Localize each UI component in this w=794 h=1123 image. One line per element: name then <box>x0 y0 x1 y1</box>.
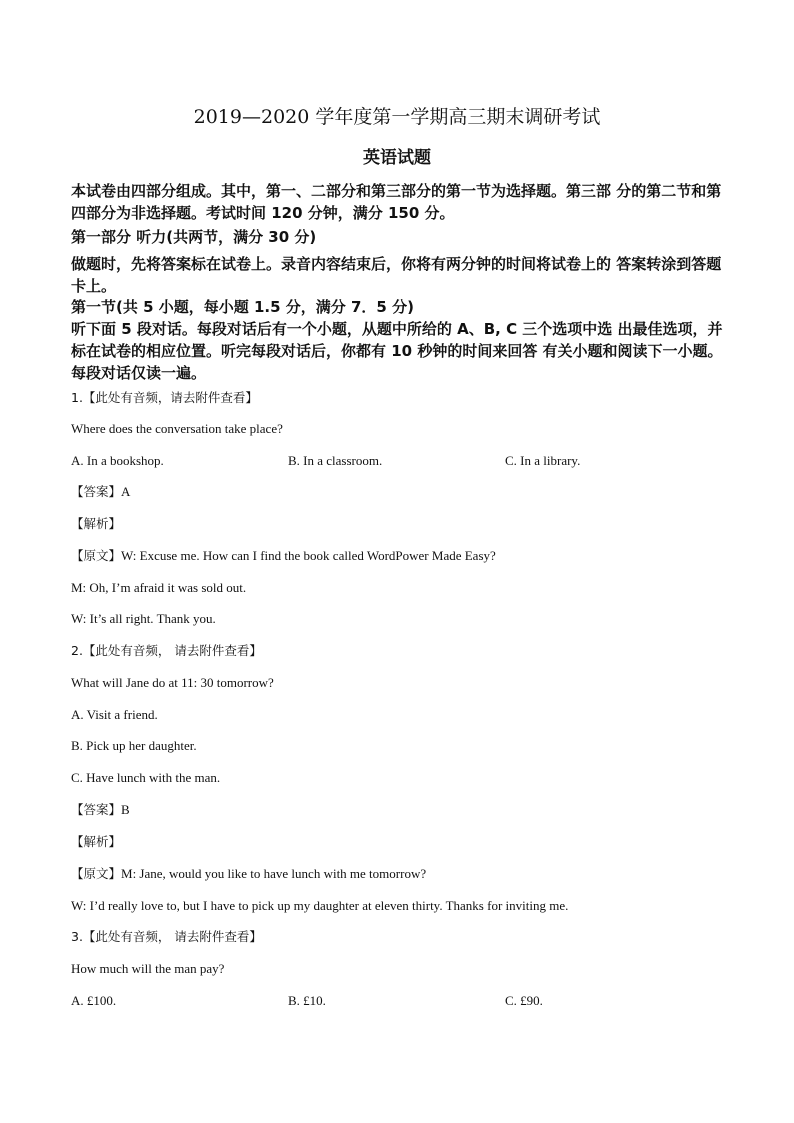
q1-answer <box>71 483 130 501</box>
q1-option-b: B. In a classroom. <box>288 453 383 468</box>
answer-tag: 【答案】 <box>71 802 122 817</box>
transcript-text: M: Jane, would you like to have lunch with me tomorrow? <box>121 866 427 881</box>
q1-transcript-line-1 <box>71 547 496 565</box>
q3-option-c: C. £90. <box>505 993 543 1008</box>
q2-transcript-line-1 <box>71 865 426 883</box>
q3-option-b: B. £10. <box>288 993 326 1008</box>
q1-question: Where does the conversation take place? <box>71 421 283 436</box>
exam-title: 2019—2020 学年度第一学期高三期末调研考试 <box>193 106 601 128</box>
q1-option-c: C. In a library. <box>505 453 581 468</box>
answer-value: A <box>121 484 131 499</box>
analysis-tag: 【解析】 <box>71 516 122 531</box>
q2-question: What will Jane do at 11: 30 tomorrow? <box>71 675 274 690</box>
intro-paragraph-3: 听下面 5 段对话。每段对话后有一个小题，从题中所给的 A、B, C 三个选项中选 出最佳选项，并标在试卷的相应位置。听完每段对话后，你都有 10 秒钟的时间来回答 有关小题和阅读下一小题。每段对话仅读一遍。 <box>71 320 723 382</box>
q1-option-a: A. In a bookshop. <box>71 453 164 468</box>
q1-transcript-line-2: M: Oh, I’m afraid it was sold out. <box>71 580 247 595</box>
q1-analysis <box>71 515 121 533</box>
intro-paragraph-1: 本试卷由四部分组成。其中，第一、二部分和第三部分的第一节为选择题。第三部 分的第二节和第四部分为非选择题。考试时间 120 分钟，满分 150 分。 <box>71 182 722 222</box>
q2-option-c: C. Have lunch with the man. <box>71 770 221 785</box>
source-tag: 【原文】 <box>71 548 122 563</box>
section-one-heading: 第一节(共 5 小题，每小题 1.5 分，满分 7．5 分) <box>71 298 414 316</box>
answer-tag: 【答案】 <box>71 484 122 499</box>
exam-subtitle: 英语试题 <box>363 148 431 168</box>
q1-transcript-line-3: W: It’s all right. Thank you. <box>71 611 216 626</box>
q2-audio-note: 2.【此处有音频， 请去附件查看】 <box>71 643 262 658</box>
q3-question: How much will the man pay? <box>71 961 225 976</box>
q3-audio-note: 3.【此处有音频， 请去附件查看】 <box>71 929 262 944</box>
q2-transcript-line-2: W: I’d really love to, but I have to pick up my daughter at eleven thirty. Thanks for inviting me. <box>71 898 569 913</box>
q2-answer <box>71 801 130 819</box>
intro-paragraph-2: 做题时，先将答案标在试卷上。录音内容结束后，你将有两分钟的时间将试卷上的 答案转涂到答题卡上。 <box>71 255 722 295</box>
q3-option-a: A. £100. <box>71 993 117 1008</box>
q2-option-a: A. Visit a friend. <box>71 707 158 722</box>
q2-option-b: B. Pick up her daughter. <box>71 738 197 753</box>
part-one-heading: 第一部分 听力(共两节，满分 30 分) <box>71 228 317 246</box>
analysis-tag: 【解析】 <box>71 834 122 849</box>
source-tag: 【原文】 <box>71 866 122 881</box>
q1-audio-note: 1.【此处有音频，请去附件查看】 <box>71 390 258 405</box>
transcript-text: W: Excuse me. How can I find the book called WordPower Made Easy? <box>121 548 496 563</box>
q2-analysis <box>71 833 121 851</box>
answer-value: B <box>121 802 130 817</box>
